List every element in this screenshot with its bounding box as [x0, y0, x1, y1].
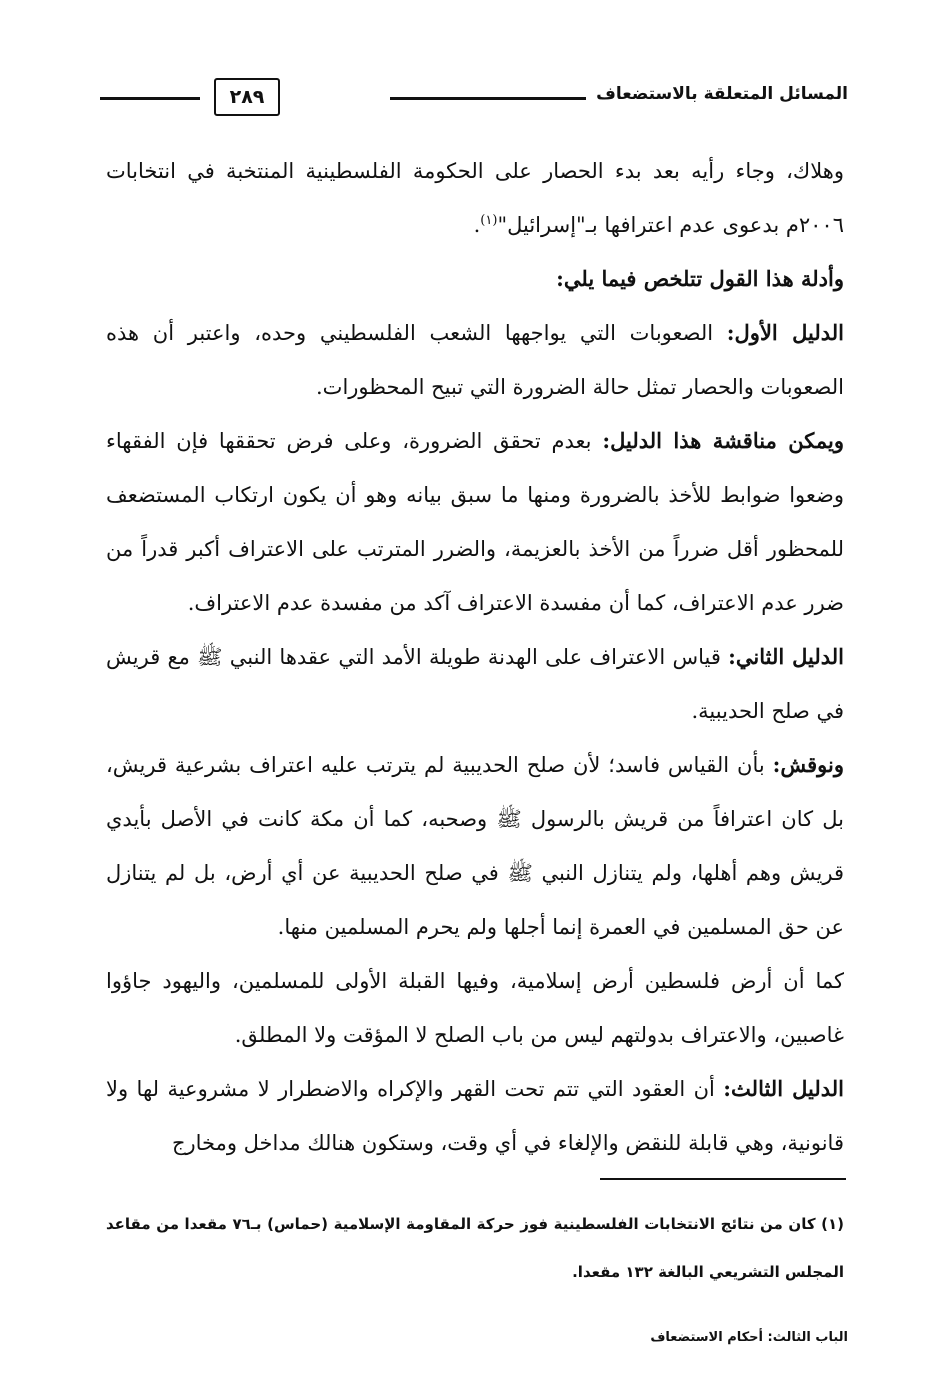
paragraph-1-end: . [473, 213, 481, 237]
paragraph-4 [106, 414, 844, 630]
paragraph-1-text: وهلاك، وجاء رأيه بعد بدء الحصار على الحكومة الفلسطينية المنتخبة في انتخابات ٢٠٠٦م بدعوى عدم اعترافها بـ"إسرائيل" [106, 159, 844, 237]
paragraph-8 [106, 1062, 844, 1170]
header-rule-right [390, 97, 586, 100]
paragraph-8-lead: الدليل الثالث: [723, 1076, 844, 1101]
running-title: المسائل المتعلقة بالاستضعاف [596, 84, 848, 104]
paragraph-5-text: قياس الاعتراف على الهدنة طويلة الأمد التي عقدها النبي ﷺ مع قريش في صلح الحديبية. [106, 645, 844, 723]
paragraph-6-lead: ونوقش: [772, 752, 844, 777]
page-number: ٢٨٩ [214, 78, 280, 116]
paragraph-7 [106, 954, 844, 1062]
footnote-ref: (١) [480, 213, 498, 228]
footnote: (١) كان من نتائج الانتخابات الفلسطينية فوز حركة المقاومة الإسلامية (حماس) بـ٧٦ مقعدا من مقاعد المجلس التشريعي البالغة ١٣٢ مقعدا. [106, 1215, 844, 1281]
paragraph-8-text: أن العقود التي تتم تحت القهر والإكراه والاضطرار لا مشروعية لها ولا قانونية، وهي قابلة للنقض والإلغاء في أي وقت، وستكون هنالك مداخل ومخارج [106, 1077, 844, 1155]
paragraph-4-lead: ويمكن مناقشة هذا الدليل: [602, 428, 844, 453]
paragraph-1 [106, 144, 844, 252]
paragraph-4-text: بعدم تحقق الضرورة، وعلى فرض تحققها فإن الفقهاء وضعوا ضوابط للأخذ بالضرورة ومنها ما سبق بيانه وهو أن يكون ارتكاب المستضعف للمحظور أقل ضرراً من الأخذ بالعزيمة، والضرر المترتب على الاعتراف أكبر قدراً من ضرر عدم الاعتراف، كما أن مفسدة الاعتراف آكد من مفسدة عدم الاعتراف. [106, 429, 844, 615]
main-text [106, 144, 844, 1170]
footer-title: الباب الثالث: أحكام الاستضعاف [650, 1330, 848, 1345]
paragraph-5-lead: الدليل الثاني: [728, 644, 845, 669]
paragraph-2-lead: وأدلة هذا القول تتلخص فيما يلي: [556, 266, 844, 291]
footnote-separator [600, 1178, 846, 1180]
paragraph-2 [106, 252, 844, 306]
paragraph-3-lead: الدليل الأول: [726, 320, 844, 345]
paragraph-3 [106, 306, 844, 414]
paragraph-6-text: بأن القياس فاسد؛ لأن صلح الحديبية لم يترتب عليه اعتراف بشرعية قريش، بل كان اعترافاً من قريش بالرسول ﷺ وصحبه، كما أن مكة كانت في الأصل بأيدي قريش وهم أهلها، ولم يتنازل النبي ﷺ في صلح الحديبية عن أي أرض، بل لم يتنازل عن حق المسلمين في العمرة إنما أجلها ولم يحرم المسلمين منها. [106, 753, 844, 939]
page-header [100, 78, 848, 118]
header-rule-left [100, 97, 200, 100]
paragraph-3-text: الصعوبات التي يواجهها الشعب الفلسطيني وحده، واعتبر أن هذه الصعوبات والحصار تمثل حالة الضرورة التي تبيح المحظورات. [106, 321, 844, 399]
paragraph-7-text: كما أن أرض فلسطين أرض إسلامية، وفيها القبلة الأولى للمسلمين، واليهود جاؤوا غاصبين، والاعتراف بدولتهم ليس من باب الصلح لا المؤقت ولا المطلق. [106, 969, 844, 1047]
paragraph-5 [106, 630, 844, 738]
paragraph-6 [106, 738, 844, 954]
